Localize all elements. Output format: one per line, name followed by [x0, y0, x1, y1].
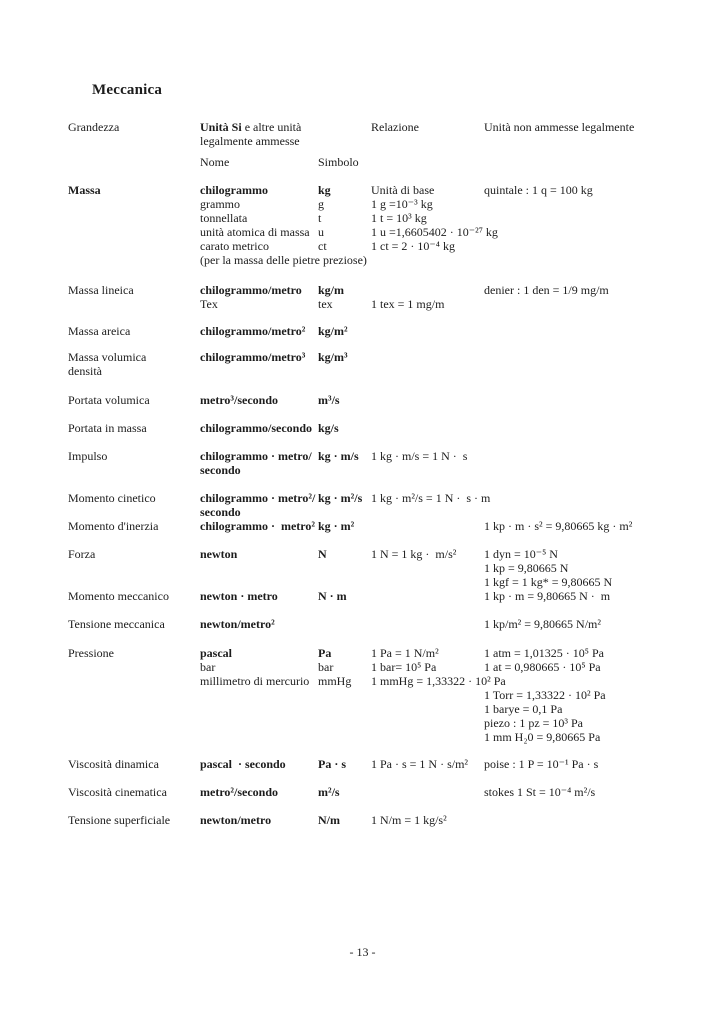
cell-line: chilogrammo · metro/	[200, 449, 312, 463]
cell-line: kg/m²	[318, 324, 348, 338]
cell-line: m²/s	[318, 785, 340, 799]
cell-line: 1 kp · m · s² = 9,80665 kg · m²	[484, 519, 633, 533]
cell-grandezza	[68, 813, 200, 827]
cell-line: t	[318, 211, 322, 225]
cell-simbolo	[318, 617, 371, 631]
cell-line: newton/metro	[200, 813, 272, 827]
cell-relazione	[371, 547, 484, 589]
cell-line: 1 mmHg = 1,33322 · 10² Pa	[371, 674, 506, 688]
cell-line: Unità di base	[371, 183, 435, 197]
cell-nome	[200, 547, 318, 589]
cell-line: Pressione	[68, 646, 114, 660]
cell-simbolo	[318, 491, 371, 519]
cell-grandezza	[68, 350, 200, 378]
cell-relazione	[371, 813, 484, 827]
table-row	[68, 617, 718, 631]
cell-line: g	[318, 197, 324, 211]
cell-line: Momento cinetico	[68, 491, 156, 505]
cell-relazione	[371, 589, 484, 603]
cell-non-ammesse	[484, 757, 718, 771]
cell-line: kg · m²/s	[318, 491, 363, 505]
cell-line: tonnellata	[200, 211, 248, 225]
cell-line: 1 ct = 2 · 10⁻⁴ kg	[371, 239, 455, 253]
cell-line: Massa volumica	[68, 350, 147, 364]
cell-line: denier : 1 den = 1/9 mg/m	[484, 283, 609, 297]
cell-grandezza	[68, 491, 200, 519]
cell-line: tex	[318, 297, 333, 311]
cell-line: unità atomica di massa	[200, 225, 310, 239]
cell-relazione	[371, 393, 484, 407]
cell-line: Pa · s	[318, 757, 347, 771]
cell-line: stokes 1 St = 10⁻⁴ m²/s	[484, 785, 596, 799]
cell-simbolo	[318, 519, 371, 533]
cell-line: Forza	[68, 547, 96, 561]
cell-line: N	[318, 547, 327, 561]
cell-line: N/m	[318, 813, 340, 827]
cell-line: 1 kp · m = 9,80665 N · m	[484, 589, 611, 603]
cell-line: kg/m³	[318, 350, 348, 364]
cell-line: 1 mm H₂0 = 9,80665 Pa	[484, 730, 601, 744]
cell-non-ammesse	[484, 589, 718, 603]
cell-line: secondo	[200, 463, 241, 477]
cell-simbolo	[318, 183, 371, 267]
cell-grandezza	[68, 646, 200, 744]
cell-non-ammesse	[484, 646, 718, 744]
table-subheader	[68, 155, 718, 169]
cell-simbolo	[318, 324, 371, 338]
cell-line: Portata volumica	[68, 393, 150, 407]
cell-line: 1 at = 0,980665 · 10⁵ Pa	[484, 660, 601, 674]
cell-line: metro²/secondo	[200, 785, 279, 799]
cell-line: kg/s	[318, 421, 339, 435]
cell-simbolo	[318, 421, 371, 435]
cell-line: kg	[318, 183, 331, 197]
cell-nome	[200, 449, 318, 477]
cell-line: pascal · secondo	[200, 757, 286, 771]
cell-line: newton	[200, 547, 238, 561]
cell-line: Massa	[68, 183, 101, 197]
cell-line: 1 tex = 1 mg/m	[371, 297, 445, 311]
cell-line: chilogrammo · metro²	[200, 519, 316, 533]
cell-line: millimetro di mercurio	[200, 674, 310, 688]
cell-simbolo	[318, 393, 371, 407]
table-row	[68, 183, 718, 267]
cell-nome	[200, 757, 318, 771]
header-non-ammesse: Unità non ammesse legalmente	[484, 120, 635, 134]
page-title: Meccanica	[92, 82, 163, 98]
cell-non-ammesse	[484, 421, 718, 435]
header-relazione: Relazione	[371, 120, 419, 134]
cell-line: newton/metro²	[200, 617, 275, 631]
cell-line: ct	[318, 239, 327, 253]
table-header	[68, 120, 718, 148]
cell-simbolo	[318, 449, 371, 477]
cell-non-ammesse	[484, 449, 718, 477]
cell-relazione	[371, 646, 506, 744]
cell-grandezza	[68, 757, 200, 771]
cell-line	[484, 674, 718, 688]
cell-line: chilogrammo/metro	[200, 283, 302, 297]
cell-simbolo	[318, 813, 371, 827]
cell-nome	[200, 589, 318, 603]
header-unita-line2: legalmente ammesse	[200, 134, 300, 148]
header-cell-grandezza	[68, 120, 200, 148]
cell-relazione	[371, 350, 484, 378]
cell-nome	[200, 324, 318, 338]
header-grandezza: Grandezza	[68, 120, 120, 134]
cell-non-ammesse	[484, 393, 718, 407]
cell-non-ammesse	[484, 350, 718, 378]
cell-line: (per la massa delle pietre preziose)	[200, 253, 367, 267]
table-row	[68, 813, 718, 827]
cell-relazione	[371, 757, 484, 771]
cell-line: Massa lineica	[68, 283, 134, 297]
cell-non-ammesse	[484, 617, 718, 631]
cell-non-ammesse	[484, 813, 718, 827]
cell-line: Tensione superficiale	[68, 813, 171, 827]
table-row	[68, 421, 718, 435]
cell-line: secondo	[200, 505, 241, 519]
cell-line: Portata in massa	[68, 421, 147, 435]
cell-nome	[200, 421, 318, 435]
cell-relazione	[371, 519, 484, 533]
header-unita-si: Unità Si	[200, 120, 242, 134]
cell-grandezza	[68, 547, 200, 589]
cell-line: 1 kg · m²/s = 1 N · s · m	[371, 491, 491, 505]
cell-line: newton · metro	[200, 589, 278, 603]
cell-simbolo	[318, 589, 371, 603]
cell-simbolo	[318, 785, 371, 799]
subheader-cell-empty	[68, 155, 200, 169]
header-cell-non-ammesse	[484, 120, 718, 148]
cell-non-ammesse	[484, 547, 718, 589]
cell-relazione	[371, 617, 484, 631]
cell-line: Massa areica	[68, 324, 131, 338]
cell-line: mmHg	[318, 674, 352, 688]
cell-line: 1 Pa = 1 N/m²	[371, 646, 439, 660]
cell-relazione	[371, 449, 484, 477]
cell-grandezza	[68, 283, 200, 311]
cell-line: grammo	[200, 197, 240, 211]
cell-line: poise : 1 P = 10⁻¹ Pa · s	[484, 757, 599, 771]
cell-line: 1 atm = 1,01325 · 10⁵ Pa	[484, 646, 604, 660]
cell-nome	[200, 785, 318, 799]
cell-line: carato metrico	[200, 239, 269, 253]
cell-line: chilogrammo/metro²	[200, 324, 306, 338]
cell-line: 1 t = 10³ kg	[371, 211, 427, 225]
cell-line: kg · m/s	[318, 449, 359, 463]
subheader-cell-nome	[200, 155, 318, 169]
cell-relazione	[371, 183, 498, 267]
table-row	[68, 589, 718, 603]
cell-line: kg/m	[318, 283, 345, 297]
cell-simbolo	[318, 350, 371, 378]
cell-relazione	[371, 324, 484, 338]
table-row	[68, 547, 718, 589]
cell-line: chilogrammo	[200, 183, 268, 197]
cell-relazione	[371, 491, 491, 519]
cell-line: chilogrammo · metro²/	[200, 491, 316, 505]
cell-grandezza	[68, 589, 200, 603]
cell-simbolo	[318, 646, 371, 744]
subheader-cell-simbolo	[318, 155, 371, 169]
header-cell-relazione	[371, 120, 484, 148]
cell-line: Viscosità dinamica	[68, 757, 159, 771]
cell-line: chilogrammo/metro³	[200, 350, 306, 364]
cell-nome	[200, 519, 318, 533]
cell-line: 1 u =1,6605402 · 10⁻²⁷ kg	[371, 225, 498, 239]
cell-relazione	[371, 785, 484, 799]
header-unita-rest: e altre unità	[241, 120, 302, 134]
table-row	[68, 491, 718, 519]
cell-line: 1 Torr = 1,33322 · 10² Pa	[484, 688, 606, 702]
cell-line: Pa	[318, 646, 332, 660]
cell-nome	[200, 350, 318, 378]
cell-nome	[200, 646, 318, 744]
cell-line: 1 kgf = 1 kg* = 9,80665 N	[484, 575, 613, 589]
cell-grandezza	[68, 617, 200, 631]
cell-line: pascal	[200, 646, 233, 660]
cell-grandezza	[68, 421, 200, 435]
cell-non-ammesse	[484, 183, 718, 267]
cell-line: chilogrammo/secondo	[200, 421, 312, 435]
table-row	[68, 646, 718, 744]
cell-line: Momento meccanico	[68, 589, 169, 603]
cell-line: m³/s	[318, 393, 340, 407]
cell-line: 1 kp = 9,80665 N	[484, 561, 569, 575]
cell-simbolo	[318, 547, 371, 589]
header-cell-unita	[200, 120, 371, 148]
cell-non-ammesse	[484, 785, 718, 799]
cell-line: piezo : 1 pz = 10³ Pa	[484, 716, 584, 730]
cell-line: metro³/secondo	[200, 393, 279, 407]
cell-line: Impulso	[68, 449, 108, 463]
cell-grandezza	[68, 183, 200, 267]
cell-non-ammesse	[484, 519, 718, 533]
cell-nome	[200, 617, 318, 631]
cell-nome	[200, 393, 318, 407]
cell-non-ammesse	[484, 324, 718, 338]
cell-nome	[200, 491, 318, 519]
cell-relazione	[371, 283, 484, 311]
table-row	[68, 519, 718, 533]
cell-relazione	[371, 421, 484, 435]
cell-line: quintale : 1 q = 100 kg	[484, 183, 593, 197]
header-unita-line1	[200, 120, 371, 134]
cell-line: Momento d'inerzia	[68, 519, 159, 533]
cell-nome	[200, 813, 318, 827]
table-row	[68, 449, 718, 477]
cell-grandezza	[68, 785, 200, 799]
cell-line: bar	[200, 660, 216, 674]
table-row	[68, 785, 718, 799]
cell-line: 1 kg · m/s = 1 N · s	[371, 449, 468, 463]
cell-line: 1 g =10⁻³ kg	[371, 197, 433, 211]
cell-line: 1 Pa · s = 1 N · s/m²	[371, 757, 469, 771]
cell-non-ammesse	[484, 491, 718, 519]
cell-line: Tex	[200, 297, 218, 311]
cell-line: 1 N/m = 1 kg/s²	[371, 813, 447, 827]
cell-simbolo	[318, 757, 371, 771]
cell-line: u	[318, 225, 324, 239]
page-footer: - 13 -	[349, 945, 376, 959]
cell-line: bar	[318, 660, 334, 674]
cell-line: N · m	[318, 589, 347, 603]
cell-nome	[200, 283, 318, 311]
cell-grandezza	[68, 393, 200, 407]
cell-line: 1 dyn = 10⁻⁵ N	[484, 547, 558, 561]
cell-line	[371, 283, 484, 297]
cell-line: 1 barye = 0,1 Pa	[484, 702, 563, 716]
cell-simbolo	[318, 283, 371, 311]
header-nome: Nome	[200, 155, 230, 169]
cell-line: 1 bar= 10⁵ Pa	[371, 660, 437, 674]
table-row	[68, 283, 718, 311]
cell-grandezza	[68, 449, 200, 477]
table-row	[68, 757, 718, 771]
table-row	[68, 324, 718, 338]
cell-grandezza	[68, 324, 200, 338]
cell-line: 1 N = 1 kg · m/s²	[371, 547, 457, 561]
table-row	[68, 350, 718, 378]
cell-line: Tensione meccanica	[68, 617, 165, 631]
cell-non-ammesse	[484, 283, 718, 311]
cell-line: 1 kp/m² = 9,80665 N/m²	[484, 617, 601, 631]
cell-line: kg · m²	[318, 519, 355, 533]
header-simbolo: Simbolo	[318, 155, 359, 169]
cell-line: Viscosità cinematica	[68, 785, 167, 799]
table-row	[68, 393, 718, 407]
cell-line: densità	[68, 364, 102, 378]
cell-grandezza	[68, 519, 200, 533]
